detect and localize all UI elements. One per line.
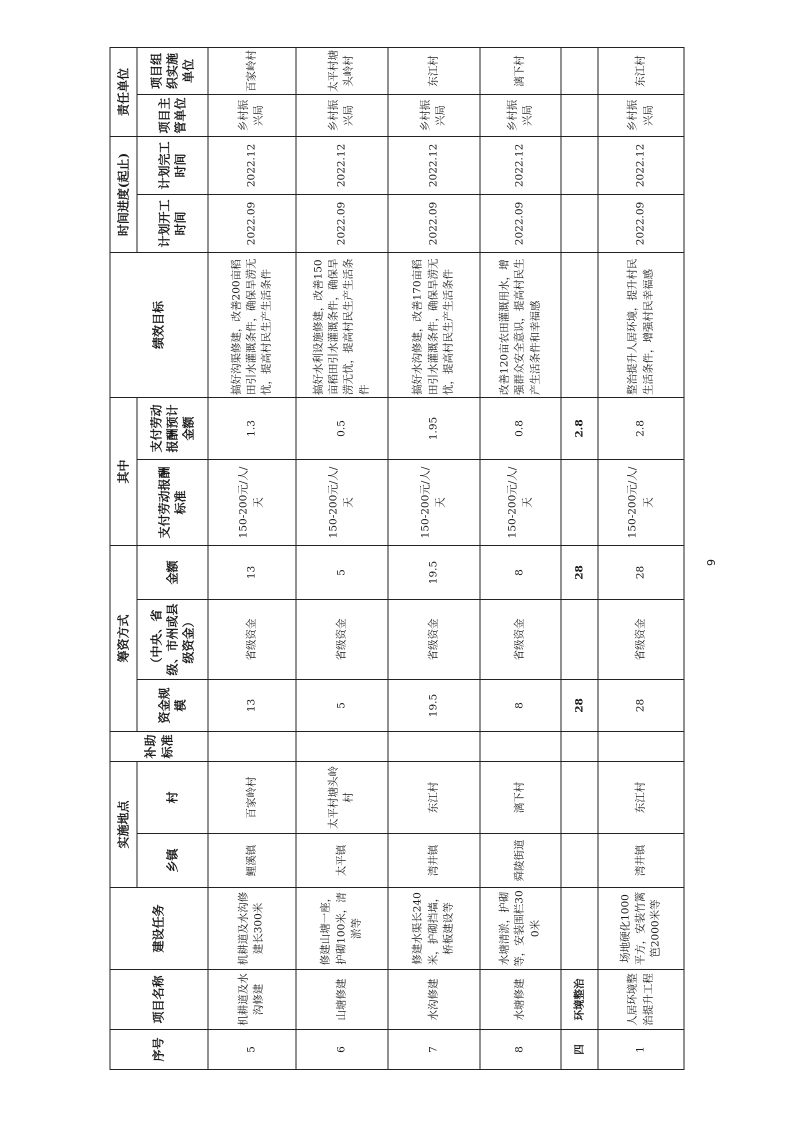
cell-start: 2022.09 bbox=[296, 194, 388, 252]
header-amount: 金额 bbox=[137, 545, 208, 599]
cell-goal: 整治提升人居环境，提升村民生活条件，增强村民幸福感 bbox=[598, 252, 684, 397]
cell-goal: 搞好水利设施修建，改善150亩稻田引水灌溉条件，确保旱涝无忧，提高村民生产生活条件 bbox=[296, 252, 388, 397]
cell-subsidy bbox=[296, 731, 388, 761]
cell-town: 鲤溪镇 bbox=[208, 834, 296, 888]
cell-source: 省级资金 bbox=[296, 599, 388, 679]
cell-scale: 8 bbox=[480, 679, 562, 731]
cell-org: 漓下村 bbox=[480, 47, 562, 94]
cell-seq: 1 bbox=[598, 1030, 684, 1070]
cell-labor-amt: 0.8 bbox=[480, 397, 562, 459]
cell-labor-amt: 2.8 bbox=[598, 397, 684, 459]
section-row bbox=[561, 47, 598, 1069]
header-dept: 项目主管单位 bbox=[137, 94, 208, 136]
header-subsidy: 补助标准 bbox=[110, 731, 208, 761]
cell-scale: 13 bbox=[208, 679, 296, 731]
cell-scale: 28 bbox=[598, 679, 684, 731]
header-schedule: 时间进度(起止) bbox=[110, 136, 137, 252]
cell-seq: 5 bbox=[208, 1030, 296, 1070]
section-scale: 28 bbox=[561, 679, 598, 731]
cell-labor-amt: 0.5 bbox=[296, 397, 388, 459]
header-fund-source: （中央、省级、市州或县级资金） bbox=[137, 599, 208, 679]
cell-dept: 乡村振兴局 bbox=[296, 94, 388, 136]
table-row bbox=[208, 47, 296, 1069]
cell-name: 水沟修建 bbox=[388, 970, 480, 1030]
cell-village: 东江村 bbox=[388, 761, 480, 833]
cell-dept: 乡村振兴局 bbox=[208, 94, 296, 136]
cell-subsidy bbox=[598, 731, 684, 761]
cell-org: 太平村塘头岭村 bbox=[296, 47, 388, 94]
header-seq: 序号 bbox=[110, 1030, 208, 1070]
cell-goal: 搞好水沟修建，改善170亩稻田引水灌溉条件，确保旱涝无忧，提高村民生产生活条件 bbox=[388, 252, 480, 397]
cell-source: 省级资金 bbox=[480, 599, 562, 679]
header-location: 实施地点 bbox=[110, 761, 137, 887]
cell-village: 漓下村 bbox=[480, 761, 562, 833]
cell-labor-amt: 1.3 bbox=[208, 397, 296, 459]
header-task: 建设任务 bbox=[110, 888, 208, 970]
cell-amount: 13 bbox=[208, 545, 296, 599]
table-row bbox=[296, 47, 388, 1069]
cell-task: 水塘清淤，护砌等，安装围栏300米 bbox=[480, 888, 562, 970]
header-resp: 责任单位 bbox=[110, 47, 137, 136]
cell-task: 场地硬化1000平方，安装竹篱笆2000米等 bbox=[598, 888, 684, 970]
cell-start: 2022.09 bbox=[480, 194, 562, 252]
cell-town: 舜陵街道 bbox=[480, 834, 562, 888]
cell-start: 2022.09 bbox=[208, 194, 296, 252]
cell-amount: 19.5 bbox=[388, 545, 480, 599]
cell-town: 湾井镇 bbox=[598, 834, 684, 888]
cell-amount: 8 bbox=[480, 545, 562, 599]
cell-labor-std: 150-200元/人/天 bbox=[296, 459, 388, 545]
header-labor-amt: 支付劳动报酬预计金额 bbox=[137, 397, 208, 459]
section-seq: 四 bbox=[561, 1030, 598, 1070]
section-name: 环境整治 bbox=[561, 970, 598, 1030]
cell-amount: 5 bbox=[296, 545, 388, 599]
cell-labor-std: 150-200元/人/天 bbox=[598, 459, 684, 545]
cell-scale: 19.5 bbox=[388, 679, 480, 731]
header-end: 计划完工时间 bbox=[137, 136, 208, 194]
cell-org: 东江村 bbox=[598, 47, 684, 94]
section-labor-amt: 2.8 bbox=[561, 397, 598, 459]
cell-task: 修建水渠长240米，护砌挡墙，桥板建设等 bbox=[388, 888, 480, 970]
cell-name: 山塘修建 bbox=[296, 970, 388, 1030]
cell-labor-amt: 1.95 bbox=[388, 397, 480, 459]
cell-dept: 乡村振兴局 bbox=[598, 94, 684, 136]
cell-seq: 6 bbox=[296, 1030, 388, 1070]
header-town: 乡镇 bbox=[137, 834, 208, 888]
cell-scale: 5 bbox=[296, 679, 388, 731]
rotated-table-container bbox=[110, 48, 685, 1070]
cell-town: 太平镇 bbox=[296, 834, 388, 888]
header-goal: 绩效目标 bbox=[110, 252, 208, 397]
cell-source: 省级资金 bbox=[598, 599, 684, 679]
header-labor-std: 支付劳动报酬标准 bbox=[137, 459, 208, 545]
header-funding: 筹资方式 bbox=[110, 545, 137, 731]
cell-goal: 改善120亩农田灌溉用水，增强群众安全意识，提高村民生产生活条件和幸福感 bbox=[480, 252, 562, 397]
cell-goal: 搞好沟渠修建，改善200亩稻田引水灌溉条件，确保旱涝无忧，提高村民生产生活条件 bbox=[208, 252, 296, 397]
cell-amount: 28 bbox=[598, 545, 684, 599]
section-amount: 28 bbox=[561, 545, 598, 599]
header-org: 项目组织实施单位 bbox=[137, 47, 208, 94]
header-start: 计划开工时间 bbox=[137, 194, 208, 252]
cell-labor-std: 150-200元/人/天 bbox=[388, 459, 480, 545]
cell-end: 2022.12 bbox=[296, 136, 388, 194]
cell-dept: 乡村振兴局 bbox=[480, 94, 562, 136]
cell-town: 湾井镇 bbox=[388, 834, 480, 888]
cell-source: 省级资金 bbox=[208, 599, 296, 679]
cell-name: 水塘修建 bbox=[480, 970, 562, 1030]
cell-org: 东江村 bbox=[388, 47, 480, 94]
cell-labor-std: 150-200元/人/天 bbox=[208, 459, 296, 545]
cell-subsidy bbox=[480, 731, 562, 761]
table-row bbox=[480, 47, 562, 1069]
cell-subsidy bbox=[208, 731, 296, 761]
cell-end: 2022.12 bbox=[388, 136, 480, 194]
cell-start: 2022.09 bbox=[388, 194, 480, 252]
cell-task: 修建山塘一座，护砌100米，清淤等 bbox=[296, 888, 388, 970]
cell-seq: 8 bbox=[480, 1030, 562, 1070]
cell-subsidy bbox=[388, 731, 480, 761]
cell-village: 太平村塘头岭村 bbox=[296, 761, 388, 833]
cell-end: 2022.12 bbox=[598, 136, 684, 194]
header-village: 村 bbox=[137, 761, 208, 833]
cell-name: 机耕道及水沟修建 bbox=[208, 970, 296, 1030]
table-row bbox=[388, 47, 480, 1069]
cell-labor-std: 150-200元/人/天 bbox=[480, 459, 562, 545]
header-among: 其中 bbox=[110, 397, 137, 545]
cell-name: 人居环境整治提升工程 bbox=[598, 970, 684, 1030]
project-table bbox=[110, 47, 685, 1070]
cell-seq: 7 bbox=[388, 1030, 480, 1070]
table-row bbox=[598, 47, 684, 1069]
cell-end: 2022.12 bbox=[480, 136, 562, 194]
cell-start: 2022.09 bbox=[598, 194, 684, 252]
header-name: 项目名称 bbox=[110, 970, 208, 1030]
page-number: 9 bbox=[705, 559, 718, 566]
cell-dept: 乡村振兴局 bbox=[388, 94, 480, 136]
cell-village: 百家岭村 bbox=[208, 761, 296, 833]
cell-village: 东江村 bbox=[598, 761, 684, 833]
cell-org: 百家岭村 bbox=[208, 47, 296, 94]
header-fund-scale: 资金规模 bbox=[137, 679, 208, 731]
cell-end: 2022.12 bbox=[208, 136, 296, 194]
cell-task: 机耕道及水沟修建长300米 bbox=[208, 888, 296, 970]
cell-source: 省级资金 bbox=[388, 599, 480, 679]
